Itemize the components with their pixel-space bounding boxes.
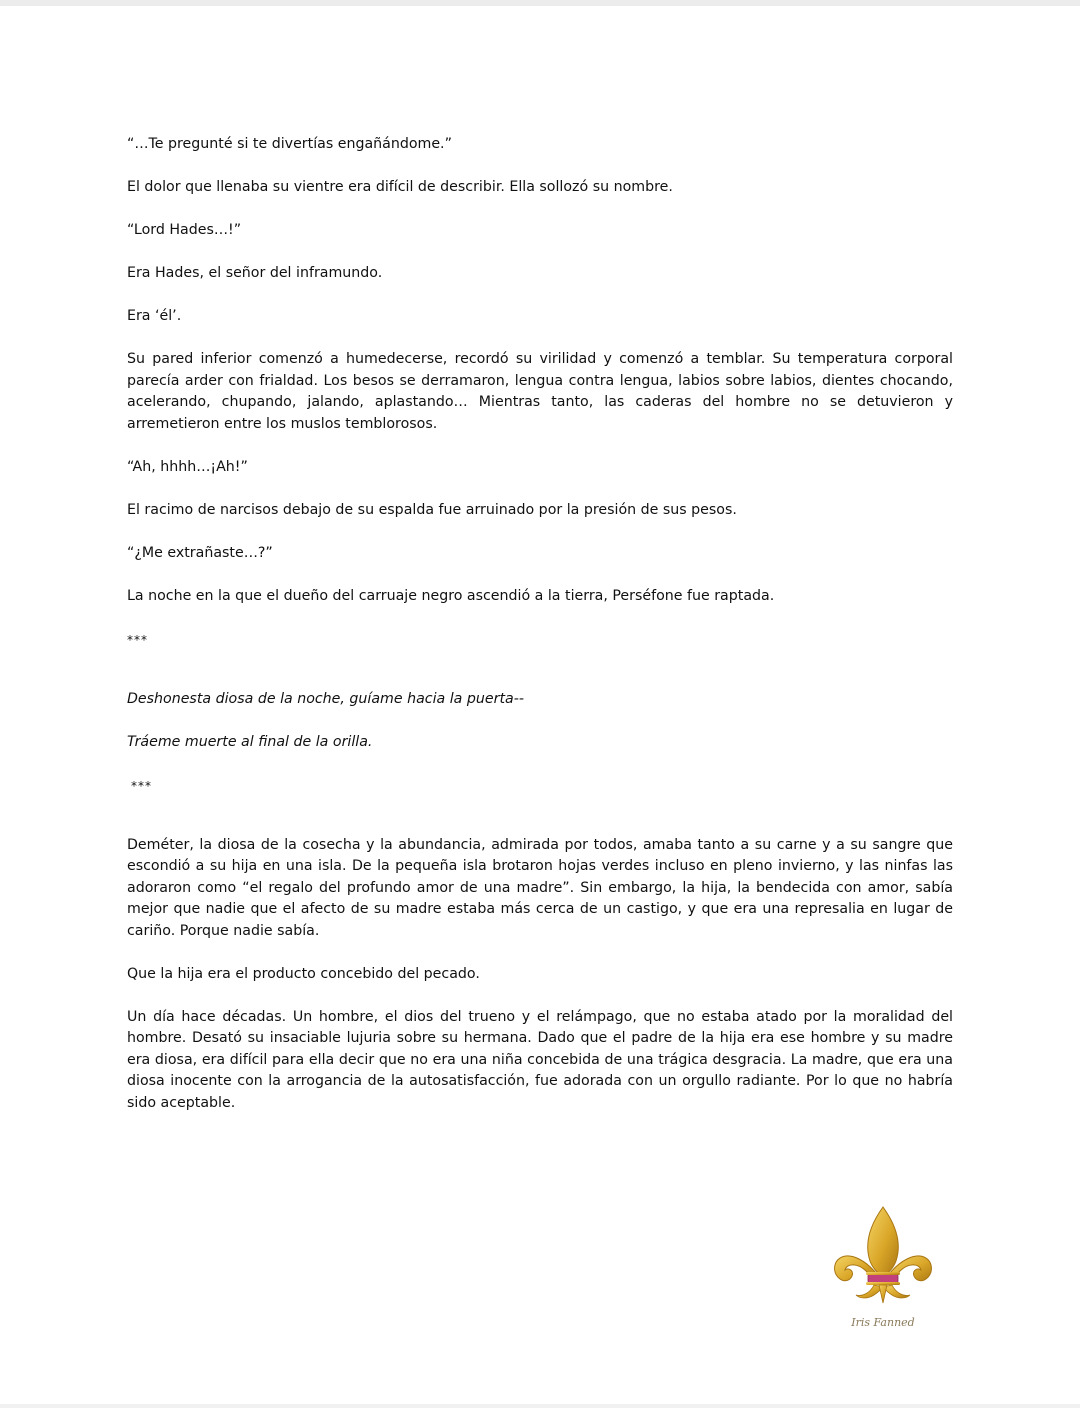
paragraph: El dolor que llenaba su vientre era difícil de describir. Ella sollozó su nombre.	[127, 179, 673, 195]
paragraph: “Lord Hades…!”	[127, 222, 242, 238]
logo-signature: Iris Fanned	[851, 1316, 915, 1329]
document-page	[127, 134, 953, 1136]
paragraph: Era ‘él’.	[127, 308, 182, 324]
section-separator: ***	[127, 633, 148, 647]
paragraph: Deméter, la diosa de la cosecha y la abundancia, admirada por todos, amaba tanto a su carne y a su sangre que escondió a su hija en una isla. De la pequeña isla brotaron hojas verdes incluso en pleno invierno, y las ninfas las adoraron como “el regalo del profundo amor de una madre”. Sin embargo, la hija, la bendecida con amor, sabía mejor que nadie que el afecto de su madre estaba más cerca de un castigo, y que era una represalia en lugar de cariño. Porque nadie sabía.	[127, 836, 953, 939]
paragraph: “¿Me extrañaste…?”	[127, 544, 273, 561]
bottom-edge	[0, 1404, 1080, 1408]
paragraph: Un día hace décadas. Un hombre, el dios del trueno y el relámpago, que no estaba atado por la moralidad del hombre. Desató su insaciable lujuria sobre su hermana. Dado que el padre de la hija era ese hombre y su madre era diosa, era difícil para ella decir que no era una niña concebida de una trágica desgracia. La madre, que era una diosa inocente con la arrogancia de la autosatisfacción, fue adorada con un orgullo radiante. Por lo que no habría sido aceptable.	[127, 1008, 953, 1111]
fleur-de-lis-icon	[830, 1203, 936, 1333]
italic-verse: Deshonesta diosa de la noche, guíame hacia la puerta--	[127, 690, 524, 707]
fleur-de-lis-logo	[830, 1203, 936, 1333]
paragraph: La noche en la que el dueño del carruaje negro ascendió a la tierra, Perséfone fue raptada.	[127, 587, 775, 604]
paragraph: Que la hija era el producto concebido del pecado.	[127, 965, 480, 982]
paragraph: Era Hades, el señor del inframundo.	[127, 265, 383, 281]
section-separator: ***	[131, 779, 152, 793]
italic-verse: Tráeme muerte al final de la orilla.	[127, 733, 373, 750]
paragraph: “…Te pregunté si te divertías engañándome.”	[127, 136, 452, 152]
top-edge	[0, 0, 1080, 6]
paragraph: “Ah, hhhh…¡Ah!”	[127, 458, 248, 475]
paragraph: Su pared inferior comenzó a humedecerse, recordó su virilidad y comenzó a temblar. Su temperatura corporal parecía arder con frialdad. Los besos se derramaron, lengua contra lengua, labios sobre labios, dientes chocando, acelerando, chupando, jalando, aplastando… Mientras tanto, las caderas del hombre no se detuvieron y arremetieron entre los muslos temblorosos.	[127, 351, 953, 432]
paragraph: El racimo de narcisos debajo de su espalda fue arruinado por la presión de sus pesos.	[127, 501, 737, 518]
